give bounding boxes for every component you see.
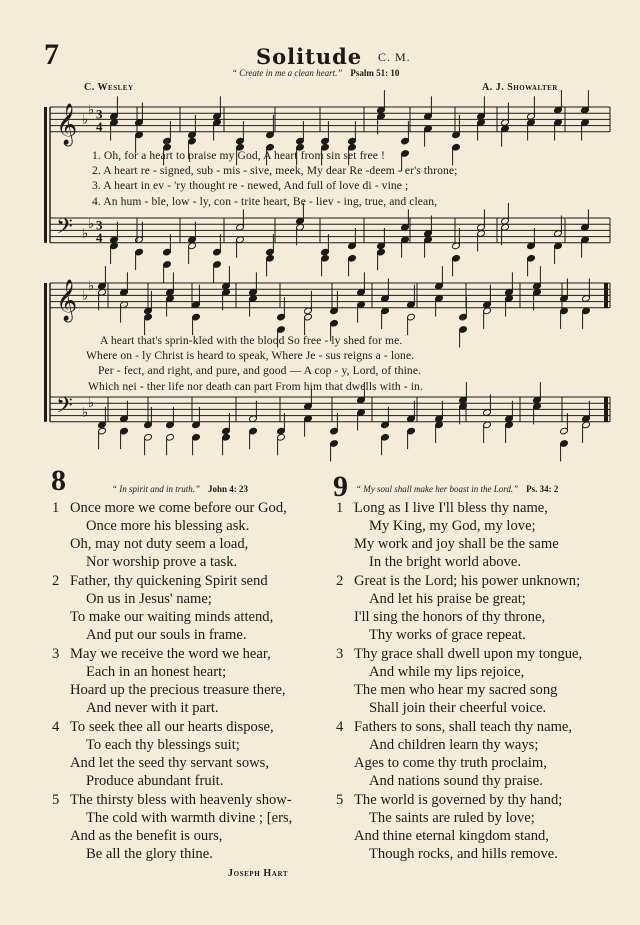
- hymn-7-meter: C. M.: [378, 50, 411, 64]
- system-bracket: [44, 283, 47, 422]
- verse-line: And nations sound thy praise.: [369, 773, 543, 789]
- verse-line: Nor worship prove a task.: [86, 554, 238, 570]
- flat-icon: ♭: [82, 287, 89, 303]
- verse-line: And let his praise be great;: [369, 591, 526, 607]
- verse-line: And as the benefit is ours,: [70, 828, 223, 844]
- verse-line: Produce abundant fruit.: [86, 773, 224, 789]
- treble-clef-icon: 𝄞: [56, 103, 78, 145]
- verse-line: The world is governed by thy hand;: [354, 792, 563, 808]
- flat-icon: ♭: [88, 102, 95, 118]
- verse-line: And while my lips rejoice,: [369, 664, 525, 680]
- flat-icon: ♭: [82, 404, 89, 420]
- verse-line: The cold with warmth divine ; [ers,: [86, 810, 293, 826]
- hymn-8-number: 8: [51, 464, 66, 497]
- lyric-line: 2. A heart re - signed, sub - mis - sive, meek, My dear Re -deem - er's throne;: [92, 164, 458, 178]
- verse-line: Thy works of grace repeat.: [369, 627, 526, 643]
- lyric-line: 3. A heart in ev - 'ry thought re - newed, And full of love di - vine ;: [92, 179, 409, 193]
- system-bracket: [44, 107, 47, 243]
- flat-icon: ♭: [82, 111, 89, 127]
- verse-line: Fathers to sons, shall teach thy name,: [354, 719, 573, 735]
- verse-line: Each in an honest heart;: [86, 664, 227, 680]
- verse-number: 3: [52, 646, 60, 662]
- bass-clef-icon: 𝄢: [56, 393, 73, 424]
- verse-line: Great is the Lord; his power unknown;: [354, 573, 581, 589]
- verse-line: Oh, may not duty seem a load,: [70, 536, 249, 552]
- flat-icon: ♭: [88, 216, 95, 232]
- verse-line: To each thy blessings suit;: [86, 737, 240, 753]
- system-1-lyrics: [92, 148, 457, 209]
- verse-line: The thirsty bless with heavenly show-: [70, 792, 292, 808]
- lyric-line: 4. An hum - ble, low - ly, con - trite heart, Be - liev - ing, true, and clean,: [92, 194, 438, 208]
- motto-text: “ Create in me a clean heart.”: [232, 68, 343, 78]
- hymn-7-title: Solitude: [256, 44, 363, 69]
- bass-clef-icon: 𝄢: [56, 214, 73, 245]
- verse-line: And put our souls in frame.: [86, 627, 247, 643]
- verse-number: 2: [336, 573, 344, 589]
- verse-number: 5: [52, 792, 60, 808]
- verse-line: I'll sing the honors of thy throne,: [354, 609, 546, 625]
- verse-number: 1: [336, 500, 344, 516]
- verse-line: And never with it part.: [86, 700, 219, 716]
- hymn-7-number: 7: [44, 38, 59, 71]
- verse-line: And children learn thy ways;: [369, 737, 539, 753]
- lyric-line: A heart that's sprin-kled with the blood So free - ly shed for me.: [100, 334, 403, 347]
- verse-number: 1: [52, 500, 60, 516]
- scripture-ref: John 4: 23: [208, 484, 249, 494]
- time-signature: 3: [96, 217, 103, 233]
- verse-number: 4: [52, 719, 60, 735]
- scripture-ref: Psalm 51: 10: [350, 68, 400, 78]
- lyric-line: Where on - ly Christ is heard to speak, Where Je - sus reigns a - lone.: [86, 349, 415, 363]
- verse-line: And let the seed thy servant sows,: [70, 755, 270, 771]
- hymn-8-motto: [112, 484, 248, 494]
- flat-icon: ♭: [88, 278, 95, 294]
- verse-line: The men who hear my sacred song: [354, 682, 558, 698]
- time-signature: 4: [96, 118, 103, 134]
- verse-line: And thine eternal kingdom stand,: [354, 828, 549, 844]
- verse-line: The saints are ruled by love;: [369, 810, 535, 826]
- flat-icon: ♭: [88, 395, 95, 411]
- final-barline: [604, 283, 608, 308]
- verse-line: Once more we come before our God,: [70, 500, 287, 516]
- lyric-line: Per - fect, and right, and pure, and good — A cop - y, Lord, of thine.: [98, 364, 422, 378]
- time-signature: 4: [96, 229, 103, 245]
- verse-line: Though rocks, and hills remove.: [369, 846, 558, 862]
- verse-line: To make our waiting minds attend,: [70, 609, 274, 625]
- verse-number: 3: [336, 646, 344, 662]
- verse-number: 2: [52, 573, 60, 589]
- flat-icon: ♭: [82, 225, 89, 241]
- time-signature: 3: [96, 106, 103, 122]
- verse-line: My work and joy shall be the same: [354, 536, 559, 552]
- hymn-9-motto: [356, 484, 558, 494]
- verse-line: In the bright world above.: [369, 554, 521, 570]
- scripture-ref: Ps. 34: 2: [526, 484, 559, 494]
- verse-line: Hoard up the precious treasure there,: [70, 682, 286, 698]
- verse-number: 4: [336, 719, 344, 735]
- verse-line: Once more his blessing ask.: [86, 518, 250, 534]
- motto-text: “ In spirit and in truth.”: [112, 484, 201, 494]
- verse-line: May we receive the word we hear,: [70, 646, 271, 662]
- verse-line: My King, my God, my love;: [369, 518, 536, 534]
- verse-line: Thy grace shall dwell upon my tongue,: [354, 646, 583, 662]
- treble-clef-icon: 𝄞: [56, 279, 78, 321]
- verse-line: Father, thy quickening Spirit send: [70, 573, 268, 589]
- hymn-9-number: 9: [333, 470, 348, 503]
- lyric-line: Which nei - ther life nor death can part From him that dwells with - in.: [88, 379, 423, 393]
- verse-line: Shall join their cheerful voice.: [369, 700, 547, 716]
- motto-text: “ My soul shall make her boast in the Lord.”: [356, 484, 519, 494]
- verse-line: On us in Jesus' name;: [86, 591, 212, 607]
- final-barline: [604, 397, 608, 422]
- hymn-8-author: Joseph Hart: [228, 868, 289, 879]
- verse-line: Long as I live I'll bless thy name,: [354, 500, 548, 516]
- lyric-line: 1. Oh, for a heart to praise my God, A heart from sin set free !: [92, 149, 385, 162]
- hymn-7-author: C. Wesley: [84, 82, 134, 93]
- system-2-lyrics: [84, 333, 423, 394]
- verse-number: 5: [336, 792, 344, 808]
- verse-line: Ages to come thy truth proclaim,: [354, 755, 547, 771]
- verse-line: To seek thee all our hearts dispose,: [70, 719, 274, 735]
- verse-line: Be all the glory thine.: [86, 846, 213, 862]
- hymn-7-composer: A. J. Showalter: [482, 82, 558, 93]
